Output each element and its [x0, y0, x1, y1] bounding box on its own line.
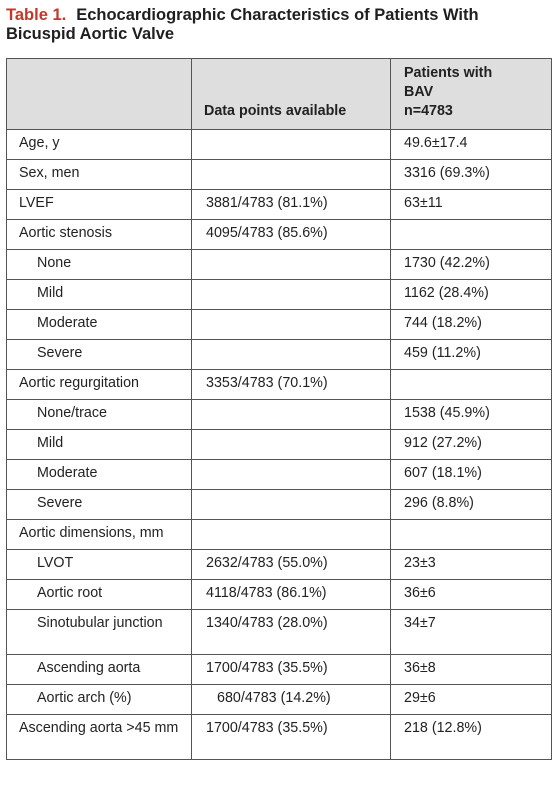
- row-data-points: [192, 130, 391, 160]
- row-label: Aortic dimensions, mm: [7, 520, 192, 550]
- row-value: 34±7: [391, 610, 552, 655]
- row-value: 36±8: [391, 655, 552, 685]
- row-value: 29±6: [391, 685, 552, 715]
- row-data-points: [192, 160, 391, 190]
- table-caption: [6, 6, 551, 44]
- row-value: 296 (8.8%): [391, 490, 552, 520]
- row-value: 1538 (45.9%): [391, 400, 552, 430]
- row-value: 607 (18.1%): [391, 460, 552, 490]
- table-row: [7, 460, 552, 490]
- row-label: Moderate: [7, 460, 192, 490]
- row-label: Ascending aorta >45 mm: [7, 715, 192, 760]
- row-data-points: [192, 400, 391, 430]
- row-data-points: [192, 430, 391, 460]
- row-data-points: 3353/4783 (70.1%): [192, 370, 391, 400]
- row-data-points: 1700/4783 (35.5%): [192, 715, 391, 760]
- row-value: 3316 (69.3%): [391, 160, 552, 190]
- row-data-points: [192, 310, 391, 340]
- table-row: [7, 280, 552, 310]
- row-value: [391, 370, 552, 400]
- row-label: LVEF: [7, 190, 192, 220]
- row-label: Moderate: [7, 310, 192, 340]
- table-row: [7, 580, 552, 610]
- row-data-points: 4118/4783 (86.1%): [192, 580, 391, 610]
- row-data-points: [192, 340, 391, 370]
- row-data-points: [192, 250, 391, 280]
- row-label: Severe: [7, 340, 192, 370]
- row-data-points: 1340/4783 (28.0%): [192, 610, 391, 655]
- row-label: Aortic stenosis: [7, 220, 192, 250]
- row-label: LVOT: [7, 550, 192, 580]
- row-value: 36±6: [391, 580, 552, 610]
- row-data-points: [192, 520, 391, 550]
- row-label: Aortic regurgitation: [7, 370, 192, 400]
- row-value: 23±3: [391, 550, 552, 580]
- row-label: Sinotubular junction: [7, 610, 192, 655]
- table-row: [7, 370, 552, 400]
- row-value: 218 (12.8%): [391, 715, 552, 760]
- table-row: [7, 310, 552, 340]
- row-data-points: 4095/4783 (85.6%): [192, 220, 391, 250]
- table-row: [7, 715, 552, 760]
- table-row: [7, 610, 552, 655]
- table-header-row: [7, 59, 552, 130]
- row-data-points: 3881/4783 (81.1%): [192, 190, 391, 220]
- table-row: [7, 340, 552, 370]
- row-label: Mild: [7, 280, 192, 310]
- row-value: 744 (18.2%): [391, 310, 552, 340]
- table-row: [7, 685, 552, 715]
- row-value: 1162 (28.4%): [391, 280, 552, 310]
- row-value: [391, 220, 552, 250]
- row-label: None: [7, 250, 192, 280]
- header-characteristic: [7, 59, 192, 130]
- row-label: Mild: [7, 430, 192, 460]
- table-row: [7, 655, 552, 685]
- row-label: None/trace: [7, 400, 192, 430]
- table-row: [7, 250, 552, 280]
- row-data-points: 1700/4783 (35.5%): [192, 655, 391, 685]
- row-value: 63±11: [391, 190, 552, 220]
- row-label: Severe: [7, 490, 192, 520]
- table-row: [7, 160, 552, 190]
- table-row: [7, 490, 552, 520]
- row-data-points: [192, 490, 391, 520]
- table-row: [7, 430, 552, 460]
- row-value: [391, 520, 552, 550]
- header-patients-line1: Patients with: [404, 65, 493, 81]
- table-row: [7, 220, 552, 250]
- header-patients-line2: BAV: [404, 84, 434, 100]
- table-row: [7, 190, 552, 220]
- row-data-points: [192, 280, 391, 310]
- row-value: 459 (11.2%): [391, 340, 552, 370]
- row-label: Age, y: [7, 130, 192, 160]
- row-value: 1730 (42.2%): [391, 250, 552, 280]
- table-title: Echocardiographic Characteristics of Patients With Bicuspid Aortic Valve: [6, 6, 479, 43]
- table-row: [7, 400, 552, 430]
- header-data-points: Data points available: [192, 59, 391, 130]
- row-data-points: [192, 460, 391, 490]
- row-label: Aortic root: [7, 580, 192, 610]
- table-row: [7, 130, 552, 160]
- header-patients-line3: n=4783: [404, 103, 453, 119]
- table-row: [7, 550, 552, 580]
- table-row: [7, 520, 552, 550]
- row-label: Sex, men: [7, 160, 192, 190]
- row-value: 49.6±17.4: [391, 130, 552, 160]
- row-data-points: 680/4783 (14.2%): [192, 685, 391, 715]
- echocardiographic-table: [6, 58, 552, 760]
- header-patients-bav: [391, 59, 552, 130]
- table-number: Table 1.: [6, 6, 67, 24]
- row-label: Aortic arch (%): [7, 685, 192, 715]
- row-value: 912 (27.2%): [391, 430, 552, 460]
- row-data-points: 2632/4783 (55.0%): [192, 550, 391, 580]
- row-label: Ascending aorta: [7, 655, 192, 685]
